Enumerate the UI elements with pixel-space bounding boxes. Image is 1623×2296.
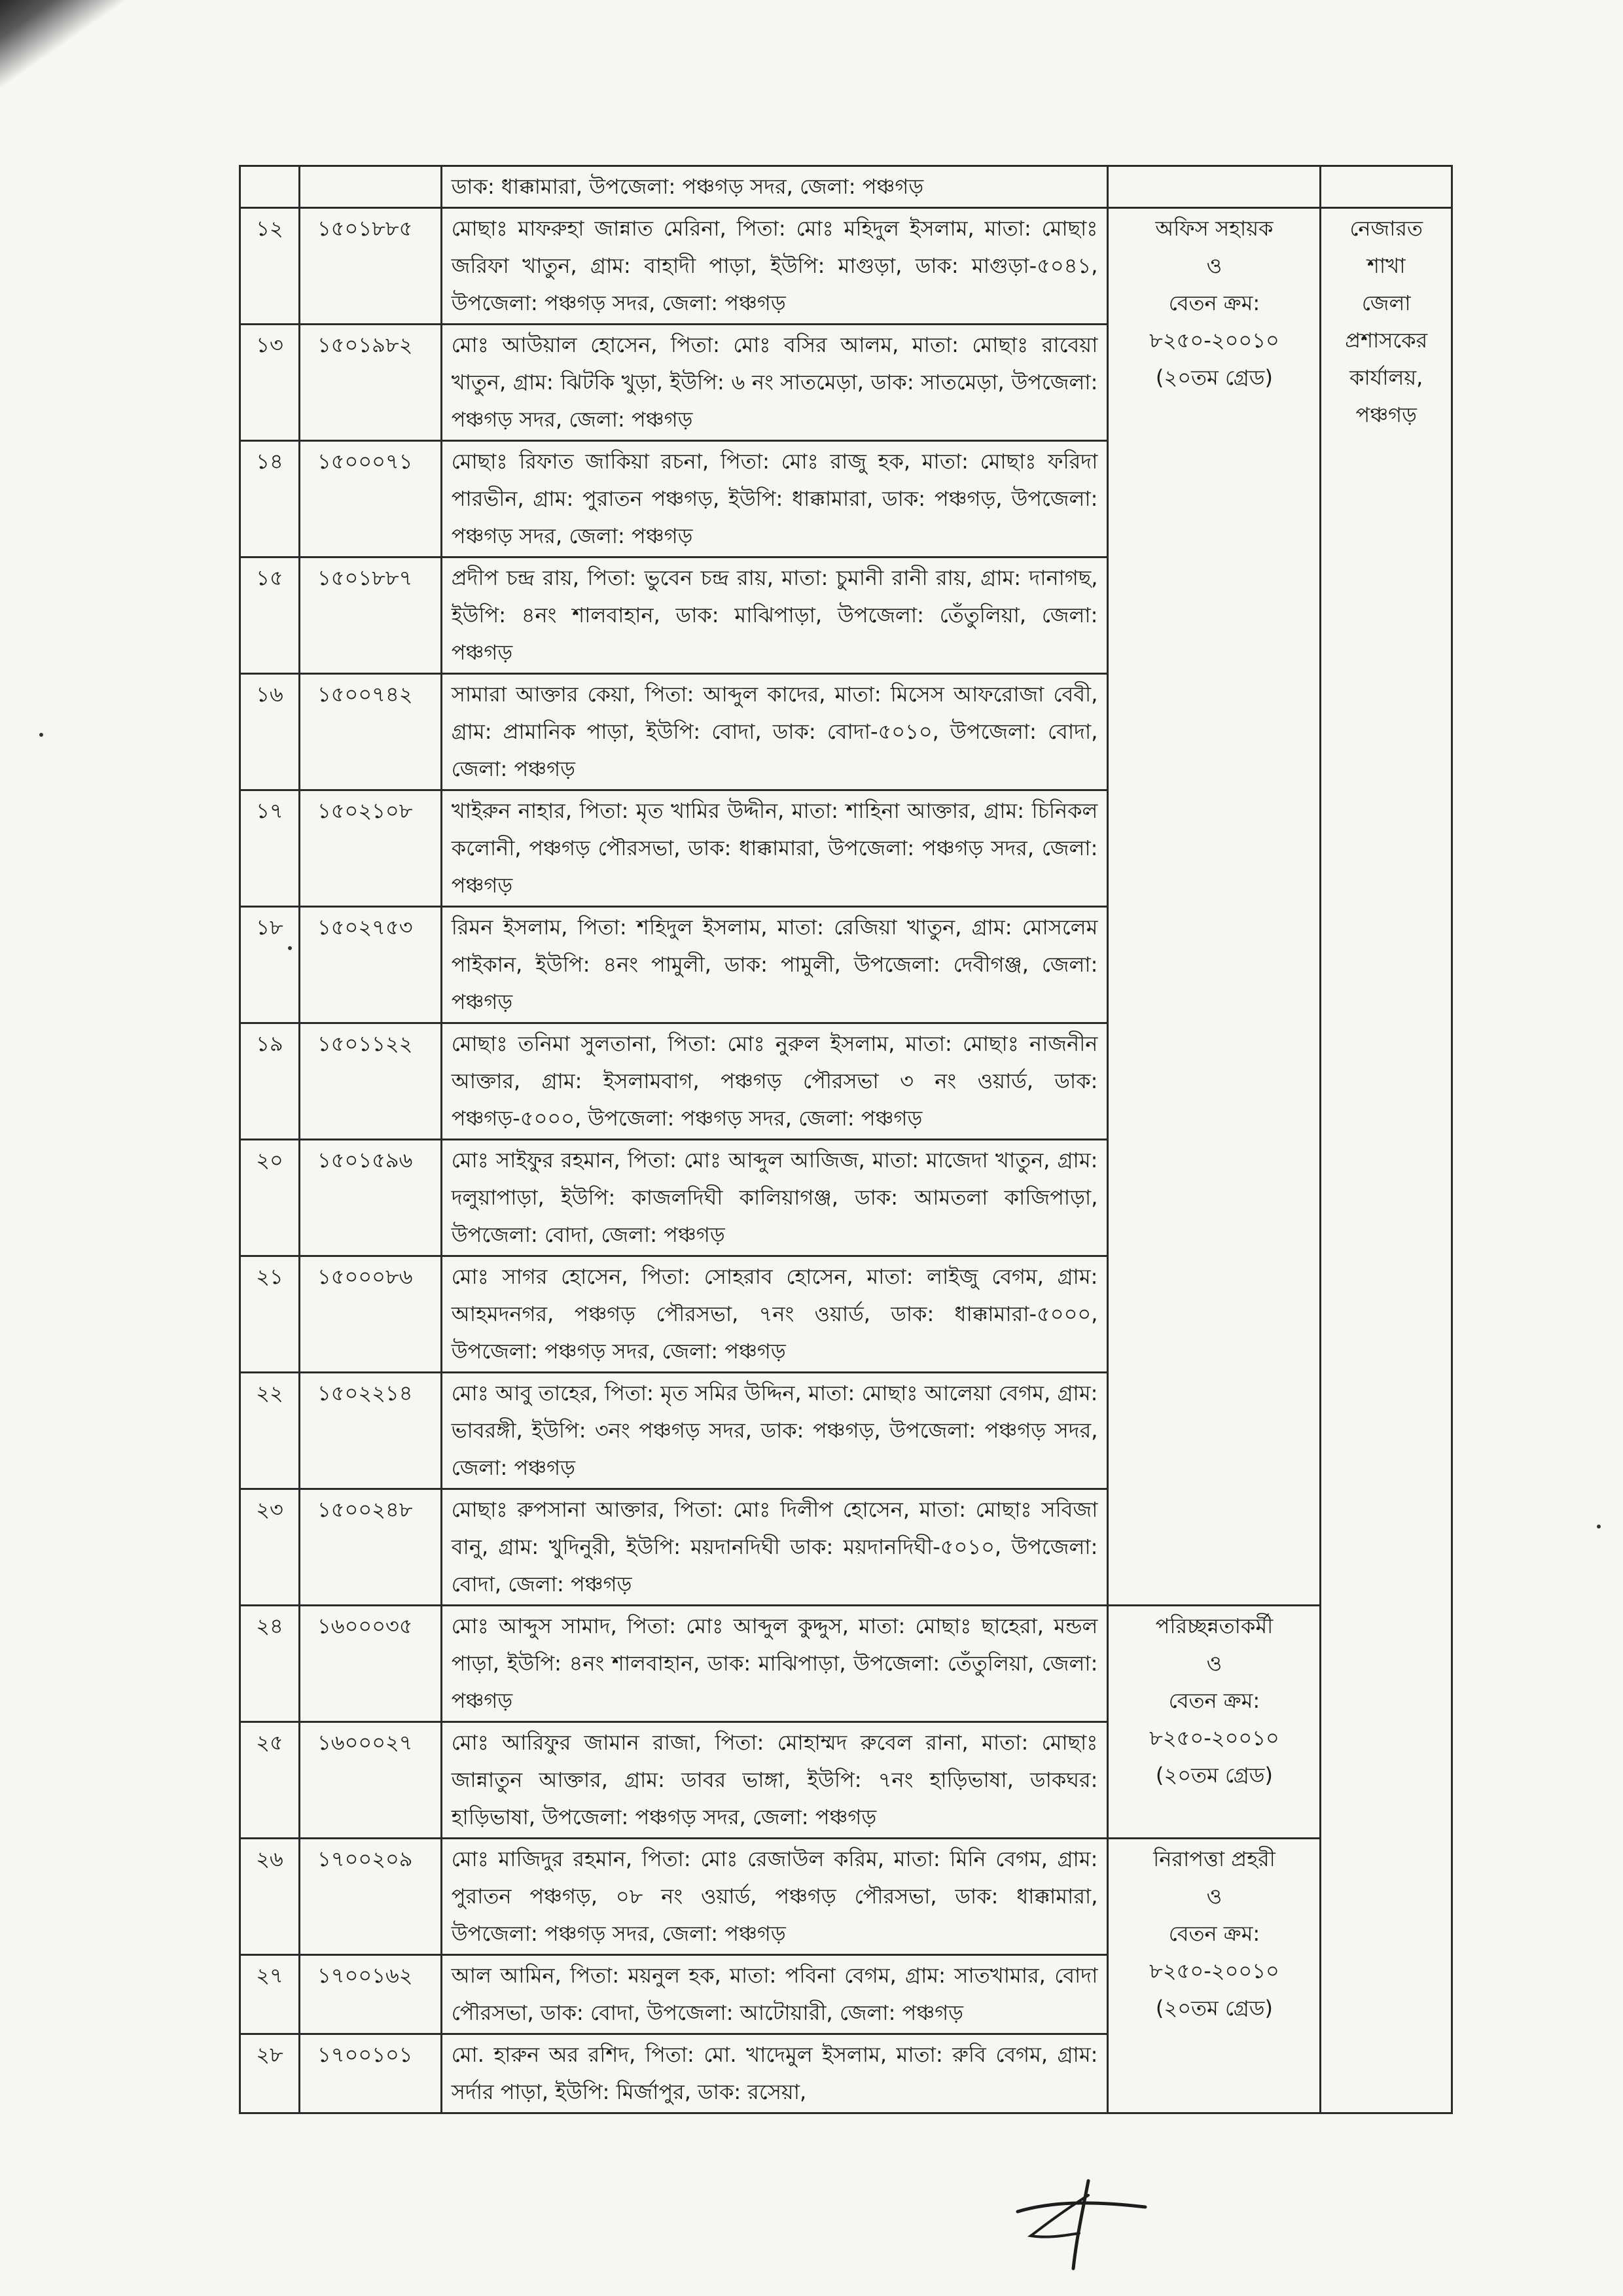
post-and: ও (1206, 253, 1222, 278)
roll-cell: ১৫০০০৭১ (300, 441, 442, 557)
post-and: ও (1206, 1884, 1222, 1909)
table-row (240, 1606, 1452, 1722)
serial-cell: ১৫ (240, 557, 300, 674)
roll-cell: ১৫০১৮৮৫ (300, 208, 442, 325)
serial-cell: ১৪ (240, 441, 300, 557)
scan-speck (1597, 1525, 1601, 1528)
post-cell-office-assistant (1108, 208, 1321, 1606)
candidate-info-cell: মোঃ আব্দুস সামাদ, পিতা: মোঃ আব্দুল কুদ্দুস, মাতা: মোছাঃ ছাহেরা, মন্ডল পাড়া, ইউপি: ৪নং শালবাহান, ডাক: মাঝিপাড়া, উপজেলা: তেঁতুলিয়া, জেলা: পঞ্চগড় (441, 1606, 1108, 1722)
candidate-info-cell: খাইরুন নাহার, পিতা: মৃত খামির উদ্দীন, মাতা: শাহিনা আক্তার, গ্রাম: চিনিকল কলোনী, পঞ্চগড় পৌরসভা, ডাক: ধাক্কামারা, উপজেলা: পঞ্চগড় সদর, জেলা: পঞ্চগড় (441, 790, 1108, 907)
roll-cell: ১৫০১৮৮৭ (300, 557, 442, 674)
candidate-info-cell: সামারা আক্তার কেয়া, পিতা: আব্দুল কাদের, মাতা: মিসেস আফরোজা বেবী, গ্রাম: প্রামানিক পাড়া, ইউপি: বোদা, ডাক: বোদা-৫০১০, উপজেলা: বোদা, জেলা: পঞ্চগড় (441, 674, 1108, 790)
pay-grade: (২০তম গ্রেড) (1155, 365, 1273, 390)
candidate-info-cell: মোছাঃ রিফাত জাকিয়া রচনা, পিতা: মোঃ রাজু হক, মাতা: মোছাঃ ফরিদা পারভীন, গ্রাম: পুরাতন পঞ্চগড়, ইউপি: ধাক্কামারা, ডাক: পঞ্চগড়, উপজেলা: পঞ্চগড় সদর, জেলা: পঞ্চগড় (441, 441, 1108, 557)
candidate-info-cell: মো. হারুন অর রশিদ, পিতা: মো. খাদেমুল ইসলাম, মাতা: রুবি বেগম, গ্রাম: সর্দার পাড়া, ইউপি: মির্জাপুর, ডাক: রসেয়া, (441, 2034, 1108, 2113)
roll-cell: ১৭০০১০১ (300, 2034, 442, 2113)
roll-cell: ১৫০২২১৪ (300, 1373, 442, 1489)
table-row (240, 208, 1452, 325)
table-row-continuation (240, 166, 1452, 208)
post-and: ও (1206, 1651, 1222, 1676)
pay-grade: (২০তম গ্রেড) (1155, 1996, 1273, 2021)
roll-cell: ১৫০১৫৯৬ (300, 1140, 442, 1256)
office-line: প্রশাসকের (1345, 328, 1428, 353)
post-title: অফিস সহায়ক (1155, 216, 1274, 241)
candidate-info-cell: মোছাঃ রুপসানা আক্তার, পিতা: মোঃ দিলীপ হোসেন, মাতা: মোছাঃ সবিজা বানু, গ্রাম: খুদিনুরী, ইউপি: ময়দানদিঘী ডাক: ময়দানদিঘী-৫০১০, উপজেলা: বোদা, জেলা: পঞ্চগড় (441, 1489, 1108, 1606)
candidate-info-cell: মোঃ মাজিদুর রহমান, পিতা: মোঃ রেজাউল করিম, মাতা: মিনি বেগম, গ্রাম: পুরাতন পঞ্চগড়, ০৮ নং ওয়ার্ড, পঞ্চগড় পৌরসভা, ডাক: ধাক্কামারা, উপজেলা: পঞ্চগড় সদর, জেলা: পঞ্চগড় (441, 1839, 1108, 1955)
serial-cell: ১৬ (240, 674, 300, 790)
serial-cell: ২৮ (240, 2034, 300, 2113)
serial-cell: ২২ (240, 1373, 300, 1489)
roll-cell (300, 166, 442, 208)
roll-cell: ১৫০২১০৮ (300, 790, 442, 907)
candidate-info-cell: মোঃ আউয়াল হোসেন, পিতা: মোঃ বসির আলম, মাতা: মোছাঃ রাবেয়া খাতুন, গ্রাম: ঝিটকি খুড়া, ইউপি: ৬ নং সাতমেড়া, ডাক: সাতমেড়া, উপজেলা: পঞ্চগড় সদর, জেলা: পঞ্চগড় (441, 325, 1108, 441)
serial-cell (240, 166, 300, 208)
post-title: পরিচ্ছন্নতাকর্মী (1155, 1614, 1274, 1638)
serial-cell: ২৪ (240, 1606, 300, 1722)
office-line: পঞ্চগড় (1355, 402, 1417, 427)
candidate-info-cell: মোঃ সাগর হোসেন, পিতা: সোহরাব হোসেন, মাতা: লাইজু বেগম, গ্রাম: আহমদনগর, পঞ্চগড় পৌরসভা, ৭নং ওয়ার্ড, ডাক: ধাক্কামারা-৫০০০, উপজেলা: পঞ্চগড় সদর, জেলা: পঞ্চগড় (441, 1256, 1108, 1373)
candidate-info-cell: মোছাঃ মাফরুহা জান্নাত মেরিনা, পিতা: মোঃ মহিদুল ইসলাম, মাতা: মোছাঃ জরিফা খাতুন, গ্রাম: বাহাদী পাড়া, ইউপি: মাগুড়া, ডাক: মাগুড়া-৫০৪১, উপজেলা: পঞ্চগড় সদর, জেলা: পঞ্চগড় (441, 208, 1108, 325)
table-row (240, 1839, 1452, 1955)
post-cell-security-guard (1108, 1839, 1321, 2113)
pay-scale: ৮২৫০-২০০১০ (1149, 1958, 1279, 1983)
serial-cell: ১৮ (240, 907, 300, 1023)
candidate-info-cell: ডাক: ধাক্কামারা, উপজেলা: পঞ্চগড় সদর, জেলা: পঞ্চগড় (441, 166, 1108, 208)
scan-speck (39, 733, 43, 737)
serial-cell: ১৯ (240, 1023, 300, 1140)
roll-cell: ১৫০২৭৫৩ (300, 907, 442, 1023)
roll-cell: ১৬০০০২৭ (300, 1722, 442, 1839)
serial-cell: ২৭ (240, 1955, 300, 2034)
pay-scale-label: বেতন ক্রম: (1168, 291, 1260, 315)
roll-cell: ১৭০০১৬২ (300, 1955, 442, 2034)
signature-mark (1011, 2176, 1152, 2274)
roll-cell: ১৫০১৯৮২ (300, 325, 442, 441)
post-cell-top (1108, 166, 1321, 208)
candidate-info-cell: প্রদীপ চন্দ্র রায়, পিতা: ভুবেন চন্দ্র রায়, মাতা: চুমানী রানী রায়, গ্রাম: দানাগছ, ইউপি: ৪নং শালবাহান, ডাক: মাঝিপাড়া, উপজেলা: তেঁতুলিয়া, জেলা: পঞ্চগড় (441, 557, 1108, 674)
roll-cell: ১৬০০০৩৫ (300, 1606, 442, 1722)
scan-speck (288, 946, 292, 950)
roll-cell: ১৭০০২০৯ (300, 1839, 442, 1955)
candidate-info-cell: মোছাঃ তনিমা সুলতানা, পিতা: মোঃ নুরুল ইসলাম, মাতা: মোছাঃ নাজনীন আক্তার, গ্রাম: ইসলামবাগ, পঞ্চগড় পৌরসভা ৩ নং ওয়ার্ড, ডাক: পঞ্চগড়-৫০০০, উপজেলা: পঞ্চগড় সদর, জেলা: পঞ্চগড় (441, 1023, 1108, 1140)
office-cell (1321, 208, 1452, 2113)
office-line: শাখা (1366, 253, 1406, 278)
serial-cell: ২৫ (240, 1722, 300, 1839)
candidate-table (239, 165, 1453, 2114)
serial-cell: ২৬ (240, 1839, 300, 1955)
roll-cell: ১৫০০২৪৮ (300, 1489, 442, 1606)
roll-cell: ১৫০১১২২ (300, 1023, 442, 1140)
candidate-info-cell: মোঃ আবু তাহের, পিতা: মৃত সমির উদ্দিন, মাতা: মোছাঃ আলেয়া বেগম, গ্রাম: ভাবরঙ্গী, ইউপি: ৩নং পঞ্চগড় সদর, ডাক: পঞ্চগড়, উপজেলা: পঞ্চগড় সদর, জেলা: পঞ্চগড় (441, 1373, 1108, 1489)
serial-cell: ১৭ (240, 790, 300, 907)
pay-grade: (২০তম গ্রেড) (1155, 1763, 1273, 1788)
post-cell-cleaner (1108, 1606, 1321, 1839)
serial-cell: ১২ (240, 208, 300, 325)
roll-cell: ১৫০০৭৪২ (300, 674, 442, 790)
serial-cell: ২৩ (240, 1489, 300, 1606)
serial-cell: ২০ (240, 1140, 300, 1256)
serial-cell: ১৩ (240, 325, 300, 441)
office-line: নেজারত (1349, 216, 1423, 241)
office-line: কার্যালয়, (1349, 365, 1423, 390)
office-cell-top (1321, 166, 1452, 208)
pay-scale: ৮২৫০-২০০১০ (1149, 1725, 1279, 1750)
serial-cell: ২১ (240, 1256, 300, 1373)
pay-scale-label: বেতন ক্রম: (1168, 1688, 1260, 1713)
roll-cell: ১৫০০০৮৬ (300, 1256, 442, 1373)
office-line: জেলা (1361, 291, 1411, 315)
candidate-info-cell: মোঃ আরিফুর জামান রাজা, পিতা: মোহাম্মদ রুবেল রানা, মাতা: মোছাঃ জান্নাতুন আক্তার, গ্রাম: ডাবর ভাঙ্গা, ইউপি: ৭নং হাড়িভাষা, ডাকঘর: হাড়িভাষা, উপজেলা: পঞ্চগড় সদর, জেলা: পঞ্চগড় (441, 1722, 1108, 1839)
pay-scale-label: বেতন ক্রম: (1168, 1921, 1260, 1946)
pay-scale: ৮২৫০-২০০১০ (1149, 328, 1279, 353)
post-title: নিরাপত্তা প্রহরী (1153, 1846, 1275, 1871)
candidate-info-cell: আল আমিন, পিতা: ময়নুল হক, মাতা: পবিনা বেগম, গ্রাম: সাতখামার, বোদা পৌরসভা, ডাক: বোদা, উপজেলা: আটোয়ারী, জেলা: পঞ্চগড় (441, 1955, 1108, 2034)
candidate-info-cell: রিমন ইসলাম, পিতা: শহিদুল ইসলাম, মাতা: রেজিয়া খাতুন, গ্রাম: মোসলেম পাইকান, ইউপি: ৪নং পামুলী, ডাক: পামুলী, উপজেলা: দেবীগঞ্জ, জেলা: পঞ্চগড় (441, 907, 1108, 1023)
scan-corner-shadow (0, 0, 144, 111)
candidate-info-cell: মোঃ সাইফুর রহমান, পিতা: মোঃ আব্দুল আজিজ, মাতা: মাজেদা খাতুন, গ্রাম: দলুয়াপাড়া, ইউপি: কাজলদিঘী কালিয়াগঞ্জ, ডাক: আমতলা কাজিপাড়া, উপজেলা: বোদা, জেলা: পঞ্চগড় (441, 1140, 1108, 1256)
